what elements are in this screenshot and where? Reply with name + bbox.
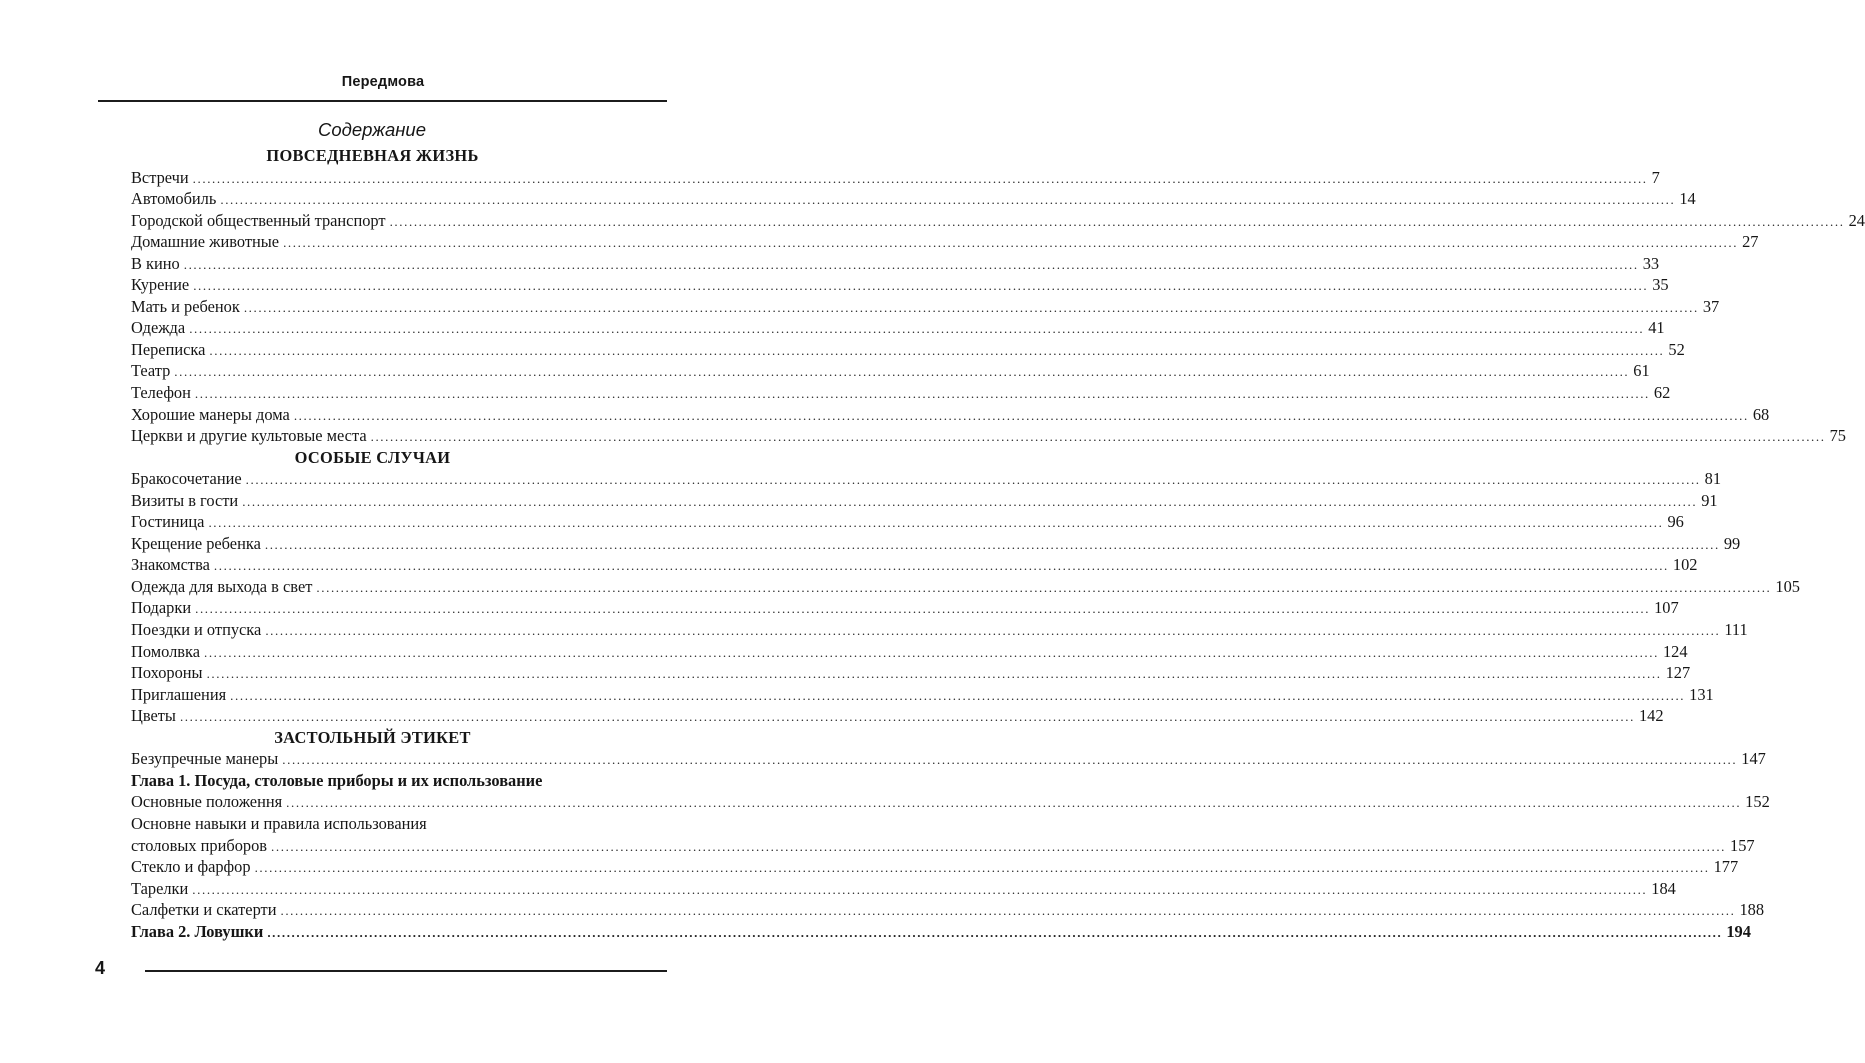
toc-entry[interactable]	[131, 533, 1741, 555]
toc-entry[interactable]	[131, 210, 1865, 232]
toc-entry-page: 152	[1745, 792, 1770, 812]
toc-entry-page: 37	[1702, 296, 1720, 316]
toc-entry-page: 52	[1668, 339, 1685, 359]
toc-entry-title: столовых приборов	[131, 835, 268, 855]
toc-entry-page: 91	[1701, 490, 1718, 510]
toc-dot-leader: ............................................................................................................................................................................................................................................................................................................	[230, 687, 1686, 703]
toc-entry-page: 61	[1633, 361, 1650, 381]
toc-title: Содержание	[317, 119, 427, 140]
toc-dot-leader: ............................................................................................................................................................................................................................................................................................................	[286, 795, 1742, 811]
toc-dot-leader: ............................................................................................................................................................................................................................................................................................................	[242, 493, 1698, 509]
toc-entry[interactable]	[131, 619, 1748, 641]
toc-entry[interactable]	[131, 899, 1765, 921]
toc-dot-leader: ............................................................................................................................................................................................................................................................................................................	[389, 213, 1845, 229]
toc-dot-leader: ............................................................................................................................................................................................................................................................................................................	[220, 192, 1676, 208]
toc-entry-title: Бракосочетание	[131, 469, 242, 489]
toc-entry-page: 188	[1739, 900, 1765, 920]
toc-entry[interactable]	[131, 253, 1660, 275]
toc-entry[interactable]	[131, 404, 1770, 426]
toc-entry-title: Домашние животные	[131, 232, 280, 252]
toc-dot-leader: ............................................................................................................................................................................................................................................................................................................	[245, 472, 1701, 488]
toc-dot-leader: ............................................................................................................................................................................................................................................................................................................	[293, 407, 1749, 423]
toc-entry-page: 105	[1775, 576, 1800, 596]
toc-entry[interactable]	[131, 167, 1660, 189]
toc-entry-page: 131	[1689, 684, 1714, 704]
toc-entry-title: Телефон	[131, 383, 191, 403]
toc-dot-leader: ............................................................................................................................................................................................................................................................................................................	[206, 666, 1662, 682]
toc-entry-title: Тарелки	[131, 878, 189, 898]
toc-chapter-entry[interactable]	[131, 770, 614, 792]
toc-entry-page: 81	[1704, 469, 1722, 489]
toc-entry-page: 184	[1651, 878, 1676, 898]
section-heading: ЗАСТОЛЬНЫЙ ЭТИКЕТ	[274, 727, 471, 747]
toc-entry[interactable]	[131, 705, 1664, 727]
toc-entry[interactable]	[131, 490, 1718, 512]
section-heading: ПОВСЕДНЕВНАЯ ЖИЗНЬ	[266, 146, 479, 165]
toc-entry-title: Городской общественный транспорт	[131, 210, 386, 230]
toc-entry[interactable]	[131, 748, 1766, 770]
toc-entry-page: 194	[1726, 921, 1751, 941]
toc-entry-title: Основне навыки и правила использования	[131, 813, 427, 833]
toc-dot-leader: ............................................................................................................................................................................................................................................................................................................	[192, 881, 1648, 897]
toc-entry-title: Цветы	[131, 706, 176, 726]
toc-entry-page: 142	[1638, 706, 1664, 726]
toc-entry-page: 68	[1752, 404, 1770, 424]
toc-entry-page: 96	[1667, 512, 1684, 532]
toc-entry-title: Глава 1. Посуда, столовые приборы и их использование	[131, 770, 543, 790]
header-rule	[98, 100, 667, 102]
toc-entry-title: Гостиница	[131, 512, 205, 532]
table-of-contents	[131, 145, 1865, 942]
toc-entry-page: 102	[1672, 555, 1698, 575]
toc-entry-title: Курение	[131, 275, 190, 295]
toc-entry-title: Одежда	[131, 318, 186, 338]
toc-entry[interactable]	[131, 360, 1650, 382]
toc-entry[interactable]	[131, 554, 1698, 576]
toc-entry[interactable]	[131, 856, 1739, 878]
toc-entry[interactable]	[131, 339, 1685, 361]
toc-entry-page: 41	[1648, 318, 1665, 338]
toc-entry-title: Похороны	[131, 663, 203, 683]
toc-entry-title: Знакомства	[131, 555, 210, 575]
toc-dot-leader: ............................................................................................................................................................................................................................................................................................................	[282, 752, 1738, 768]
toc-entry-title: Салфетки и скатерти	[131, 900, 277, 920]
toc-dot-leader: ............................................................................................................................................................................................................................................................................................................	[265, 623, 1721, 639]
toc-dot-leader: ............................................................................................................................................................................................................................................................................................................	[316, 579, 1772, 595]
toc-entry-page: 75	[1829, 426, 1846, 446]
toc-dot-leader: ............................................................................................................................................................................................................................................................................................................	[208, 515, 1664, 531]
toc-entry-title: Визиты в гости	[131, 490, 239, 510]
toc-dot-leader: ............................................................................................................................................................................................................................................................................................................	[189, 321, 1645, 337]
toc-entry-page: 35	[1652, 275, 1669, 295]
toc-dot-leader: ............................................................................................................................................................................................................................................................................................................	[183, 256, 1639, 272]
toc-entry-title: Основные положення	[131, 792, 283, 812]
toc-entry-title: Хорошие манеры дома	[131, 404, 290, 424]
toc-dot-leader: ............................................................................................................................................................................................................................................................................................................	[192, 170, 1648, 186]
toc-dot-leader: ............................................................................................................................................................................................................................................................................................................	[280, 903, 1736, 919]
toc-entry-title: Крещение ребенка	[131, 533, 261, 553]
toc-entry-title: Безупречные манеры	[131, 749, 279, 769]
toc-entry[interactable]	[131, 641, 1688, 663]
toc-dot-leader: ............................................................................................................................................................................................................................................................................................................	[370, 429, 1826, 445]
toc-dot-leader: ............................................................................................................................................................................................................................................................................................................	[193, 278, 1649, 294]
toc-entry-title: Помолвка	[131, 641, 200, 661]
toc-entry[interactable]	[131, 835, 1755, 857]
toc-entry-title: Мать и ребенок	[131, 296, 240, 316]
toc-entry[interactable]	[131, 188, 1696, 210]
toc-entry-title: Поездки и отпуска	[131, 620, 262, 640]
toc-dot-leader: ............................................................................................................................................................................................................................................................................................................	[174, 364, 1630, 380]
toc-entry-page: 99	[1723, 533, 1741, 553]
toc-chapter-entry[interactable]	[131, 921, 1751, 943]
toc-entry-page: 27	[1742, 232, 1759, 252]
toc-dot-leader: ............................................................................................................................................................................................................................................................................................................	[195, 601, 1651, 617]
toc-entry-page: 147	[1741, 749, 1766, 769]
toc-entry-title: Автомобиль	[131, 189, 217, 209]
toc-entry[interactable]	[131, 511, 1684, 533]
toc-dot-leader: ............................................................................................................................................................................................................................................................................................................	[213, 558, 1669, 574]
toc-entry[interactable]	[131, 382, 1671, 404]
toc-dot-leader: ............................................................................................................................................................................................................................................................................................................	[209, 342, 1665, 358]
toc-dot-leader: ............................................................................................................................................................................................................................................................................................................	[194, 386, 1650, 402]
toc-entry-page: 62	[1653, 383, 1671, 403]
running-head: Передмова	[341, 74, 425, 90]
footer-rule	[145, 970, 667, 972]
toc-entry-page: 14	[1679, 189, 1696, 209]
toc-entry[interactable]	[131, 597, 1679, 619]
toc-entry[interactable]	[131, 813, 614, 835]
toc-entry-page: 24	[1848, 210, 1865, 230]
toc-entry-title: Глава 2. Ловушки	[131, 921, 264, 941]
toc-dot-leader: ............................................................................................................................................................................................................................................................................................................	[179, 709, 1635, 725]
toc-entry-title: Церкви и другие культовые места	[131, 426, 367, 446]
toc-entry-title: Одежда для выхода в свет	[131, 576, 313, 596]
toc-entry[interactable]	[131, 231, 1759, 253]
toc-entry[interactable]	[131, 425, 1846, 447]
toc-entry-title: В кино	[131, 253, 180, 273]
toc-dot-leader: ............................................................................................................................................................................................................................................................................................................	[283, 235, 1739, 251]
toc-dot-leader: ............................................................................................................................................................................................................................................................................................................	[267, 924, 1723, 940]
toc-dot-leader: ............................................................................................................................................................................................................................................................................................................	[254, 860, 1710, 876]
toc-entry-page: 7	[1651, 167, 1660, 187]
toc-entry-page: 107	[1654, 598, 1679, 618]
toc-entry[interactable]	[131, 317, 1665, 339]
toc-entry-title: Театр	[131, 361, 171, 381]
toc-entry-title: Подарки	[131, 598, 192, 618]
toc-entry[interactable]	[131, 662, 1691, 684]
toc-entry-title: Стекло и фарфор	[131, 857, 251, 877]
toc-entry[interactable]	[131, 878, 1676, 900]
section-heading: ОСОБЫЕ СЛУЧАИ	[294, 447, 451, 467]
toc-entry[interactable]	[131, 684, 1714, 706]
page-number: 4	[95, 958, 106, 978]
toc-entry-title: Переписка	[131, 339, 206, 359]
toc-entry-page: 33	[1642, 253, 1660, 273]
toc-entry-title: Встречи	[131, 167, 189, 187]
toc-dot-leader: ............................................................................................................................................................................................................................................................................................................	[203, 644, 1659, 660]
toc-entry-title: Приглашения	[131, 684, 227, 704]
toc-entry[interactable]	[131, 576, 1800, 598]
toc-dot-leader: ............................................................................................................................................................................................................................................................................................................	[271, 838, 1727, 854]
toc-entry[interactable]	[131, 296, 1720, 318]
toc-dot-leader: ............................................................................................................................................................................................................................................................................................................	[243, 299, 1699, 315]
toc-entry-page: 127	[1665, 663, 1691, 683]
toc-entry[interactable]	[131, 791, 1770, 813]
toc-entry[interactable]	[131, 274, 1669, 296]
toc-dot-leader: ............................................................................................................................................................................................................................................................................................................	[264, 536, 1720, 552]
toc-entry-page: 177	[1713, 857, 1739, 877]
toc-entry-page: 157	[1730, 835, 1755, 855]
toc-entry-page: 111	[1724, 620, 1748, 640]
toc-entry[interactable]	[131, 468, 1722, 490]
toc-entry-page: 124	[1662, 641, 1688, 661]
